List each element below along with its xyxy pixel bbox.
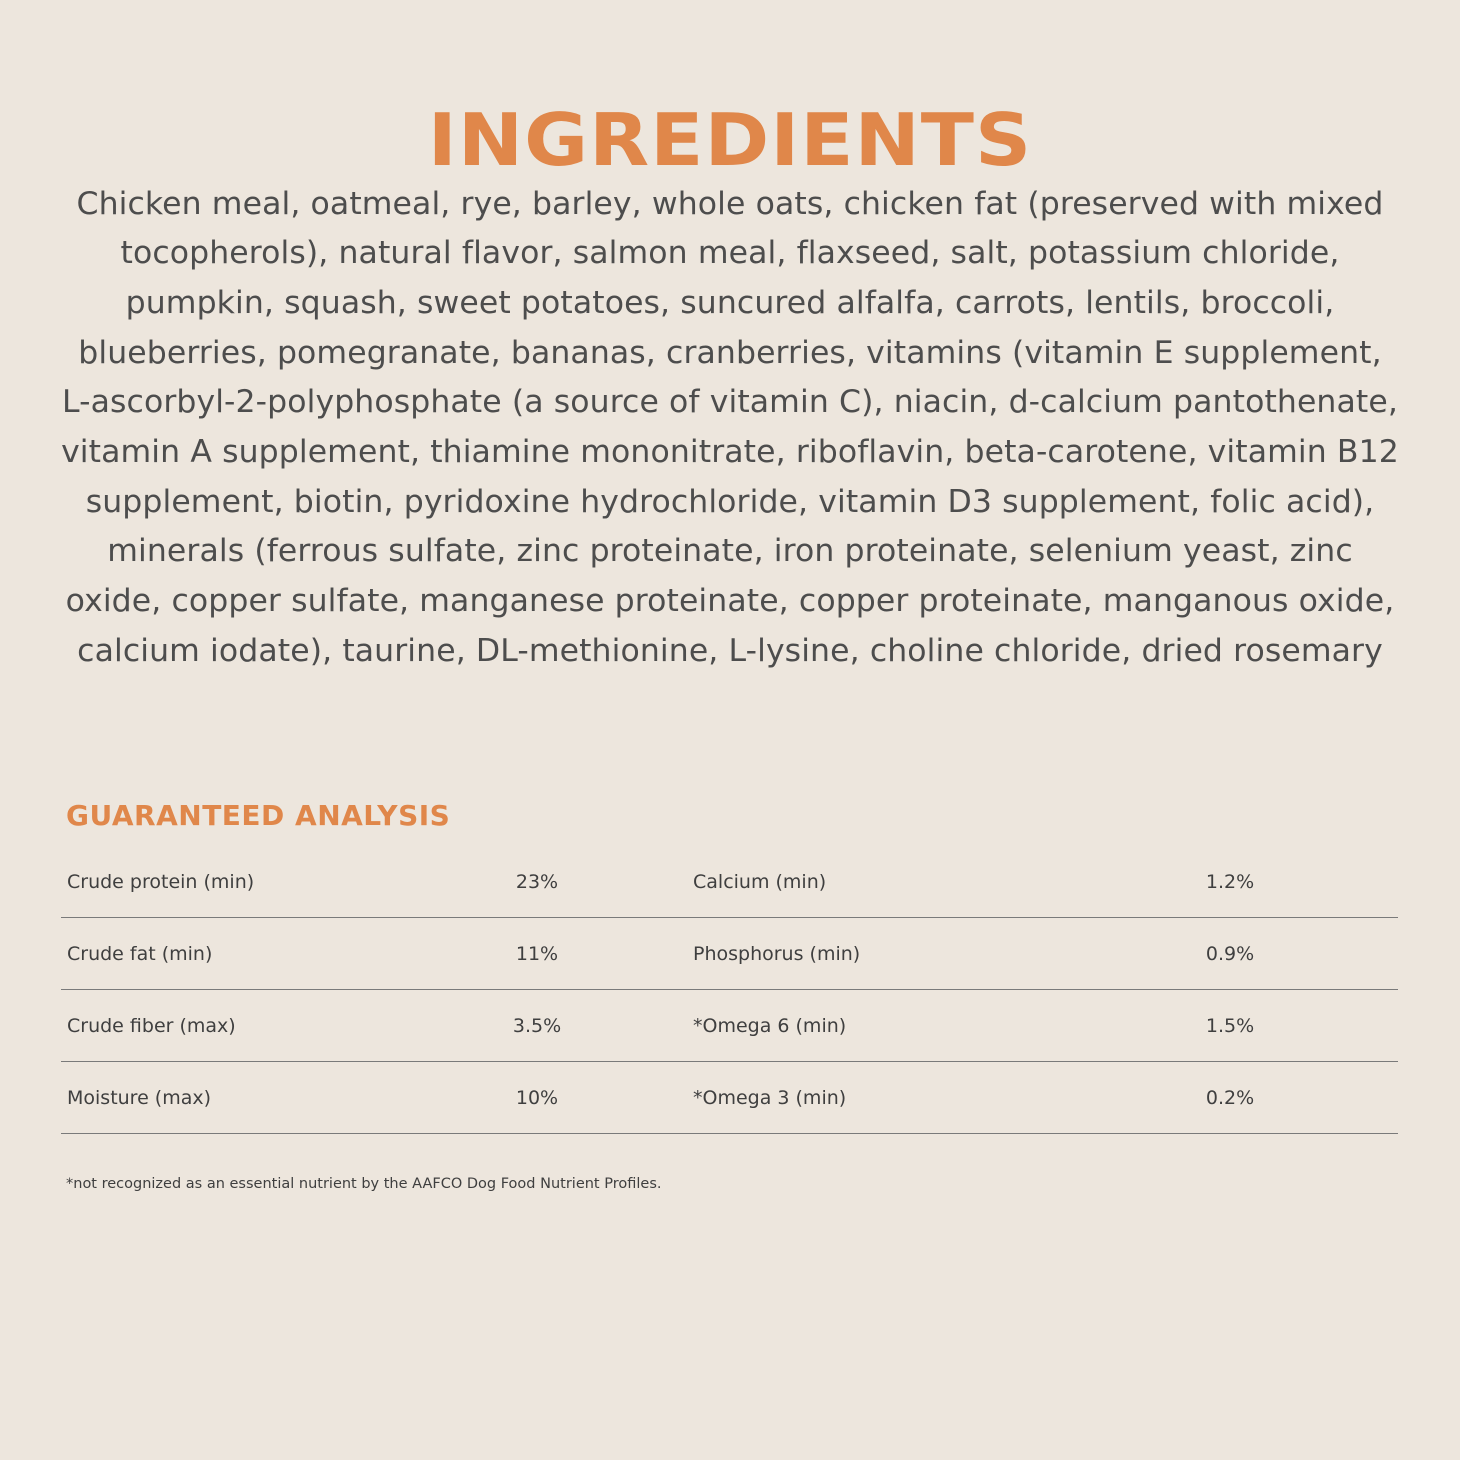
footnote: *not recognized as an essential nutrient by the AAFCO Dog Food Nutrient Profiles. bbox=[66, 1175, 662, 1192]
analysis-table bbox=[61, 846, 1398, 1134]
nutrient-label: Crude protein (min) bbox=[67, 871, 255, 893]
table-row: Crude fat (min) 11% Phosphorus (min) 0.9% bbox=[61, 918, 1398, 990]
nutrient-label: *Omega 3 (min) bbox=[693, 1087, 847, 1109]
ingredients-list: Chicken meal, oatmeal, rye, barley, whole oats, chicken fat (preserved with mixed tocopherols), natural flavor, salmon meal, flaxseed, salt, potassium chloride, pumpkin, squash, sweet potatoes, suncured alfalfa, carrots, lentils, broccoli, blueberries, pomegranate, bananas, cranberries, vitamins (vitamin E supplement, L-ascorbyl-2-polyphosphate (a source of vitamin C), niacin, d-calcium pantothenate, vitamin A supplement, thiamine mononitrate, riboflavin, beta-carotene, vitamin B12 supplement, biotin, pyridoxine hydrochloride, vitamin D3 supplement, folic acid), minerals (ferrous sulfate, zinc proteinate, iron proteinate, selenium yeast, zinc oxide, copper sulfate, manganese proteinate, copper proteinate, manganous oxide, calcium iodate), taurine, DL-methionine, L-lysine, choline chloride, dried rosemary bbox=[61, 185, 1399, 669]
nutrient-label: Crude fiber (max) bbox=[67, 1015, 236, 1037]
nutrient-label: Calcium (min) bbox=[693, 871, 827, 893]
table-row: Crude protein (min) 23% Calcium (min) 1.2% bbox=[61, 846, 1398, 918]
nutrient-label: Crude fat (min) bbox=[67, 943, 213, 965]
ingredients-title: INGREDIENTS bbox=[427, 99, 1033, 183]
table-row: Crude fiber (max) 3.5% *Omega 6 (min) 1.5% bbox=[61, 990, 1398, 1062]
guaranteed-analysis-title: GUARANTEED ANALYSIS bbox=[66, 799, 451, 833]
nutrient-label: Phosphorus (min) bbox=[693, 943, 861, 965]
table-row: Moisture (max) 10% *Omega 3 (min) 0.2% bbox=[61, 1062, 1398, 1134]
nutrient-label: Moisture (max) bbox=[67, 1087, 212, 1109]
nutrient-label: *Omega 6 (min) bbox=[693, 1015, 847, 1037]
